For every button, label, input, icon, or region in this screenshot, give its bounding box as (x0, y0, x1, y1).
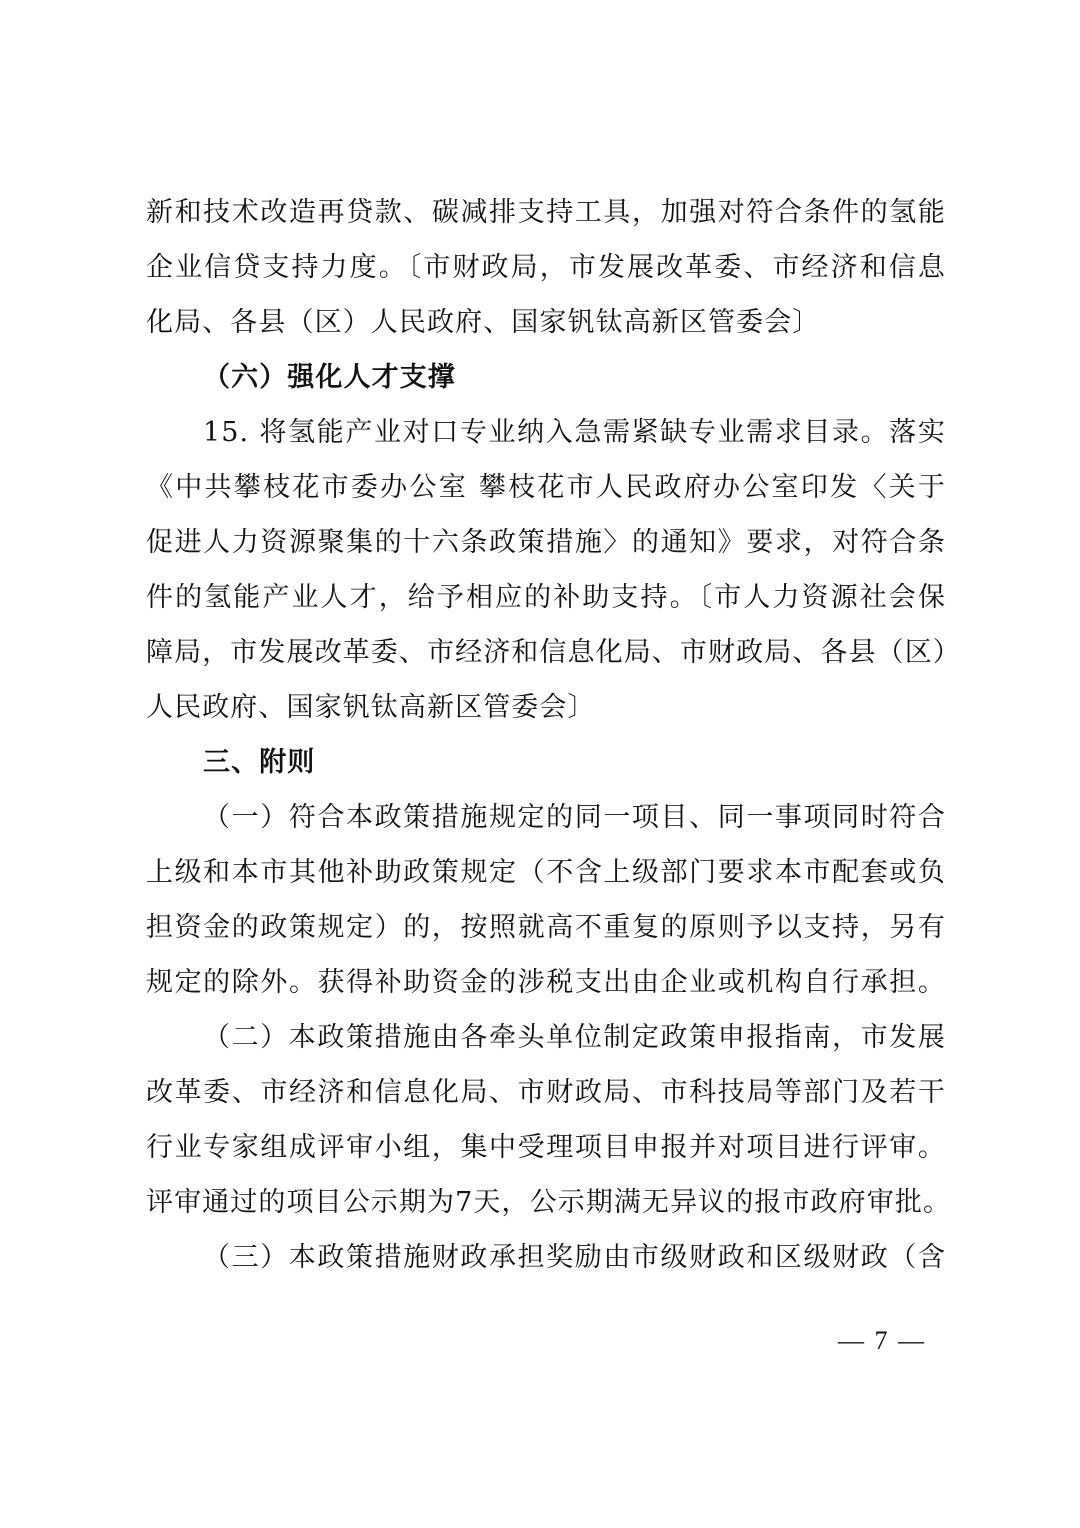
section-heading-talent-support: （六）强化人才支撑 (203, 362, 456, 393)
body-line: 促进人力资源聚集的十六条政策措施〉的通知》要求，对符合条 (146, 527, 946, 558)
body-line: 规定的除外。获得补助资金的涉税支出由企业或机构自行承担。 (146, 967, 946, 998)
body-line: 件的氢能产业人才，给予相应的补助支持。〔市人力资源社会保 (146, 582, 946, 613)
body-line: 评审通过的项目公示期为7天，公示期满无异议的报市政府审批。 (146, 1187, 952, 1218)
body-line: 行业专家组成评审小组，集中受理项目申报并对项目进行评审。 (146, 1132, 946, 1163)
document-page (146, 185, 961, 1285)
section-heading-supplementary-provisions: 三、附则 (203, 747, 316, 778)
body-line: 化局、各县（区）人民政府、国家钒钛高新区管委会〕 (146, 307, 821, 338)
body-line: 上级和本市其他补助政策规定（不含上级部门要求本市配套或负 (146, 857, 946, 888)
body-line: （二）本政策措施由各牵头单位制定政策申报指南，市发展 (203, 1022, 946, 1053)
body-line: 人民政府、国家钒钛高新区管委会〕 (146, 692, 596, 723)
page-number: — 7 — (838, 1326, 926, 1355)
body-line: 企业信贷支持力度。〔市财政局，市发展改革委、市经济和信息 (146, 252, 946, 283)
body-line: 《中共攀枝花市委办公室 攀枝花市人民政府办公室印发〈关于 (146, 472, 946, 503)
body-line: （三）本政策措施财政承担奖励由市级财政和区级财政（含 (203, 1242, 946, 1273)
body-line: 担资金的政策规定）的，按照就高不重复的原则予以支持，另有 (146, 912, 946, 943)
body-line: 障局，市发展改革委、市经济和信息化局、市财政局、各县（区） (146, 637, 961, 668)
body-line: 15. 将氢能产业对口专业纳入急需紧缺专业需求目录。落实 (203, 417, 946, 448)
body-line: 改革委、市经济和信息化局、市财政局、市科技局等部门及若干 (146, 1077, 946, 1108)
body-line: 新和技术改造再贷款、碳减排支持工具，加强对符合条件的氢能 (146, 197, 946, 228)
body-line: （一）符合本政策措施规定的同一项目、同一事项同时符合 (203, 802, 946, 833)
